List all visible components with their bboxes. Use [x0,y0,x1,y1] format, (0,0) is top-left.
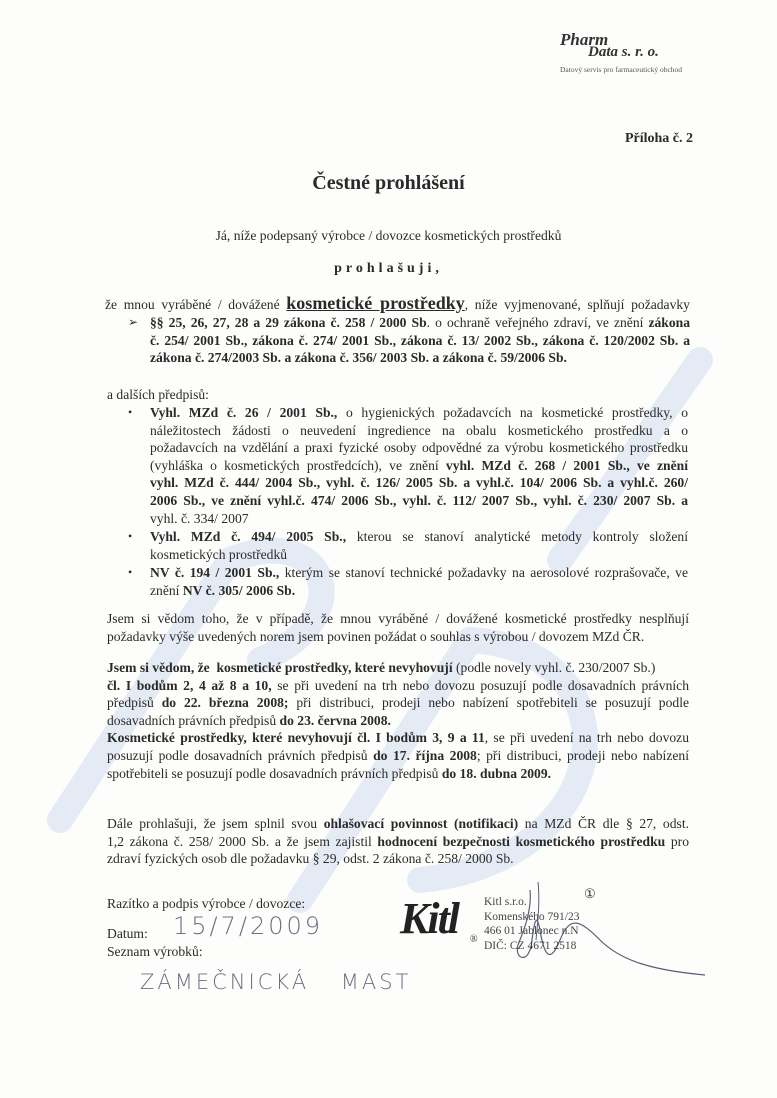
bold-text: vyhl. MZd č. 444/ 2004 Sb., vyhl. č. 126/ 2005 Sb. a vyhl.č. 104/ 2006 Sb. a vyhl.č. 260/ [150,475,688,491]
text: kterým se stanoví technické požadavky na aerosolové rozprašovače, ve [279,565,688,580]
bold-text: Vyhl. MZd č. 26 / 2001 Sb., [150,405,338,420]
text-line [107,628,689,646]
text: náležitostech žádosti o neuvedení ingredience na obalu kosmetického prostředku a o [150,422,688,438]
bold-text: vyhl. MZd č. 268 / 2001 Sb., ve znění [445,457,688,473]
registered-mark: ® [470,934,478,945]
text: spotřebiteli se posuzují podle dosavadních právních předpisů [107,765,442,781]
products-label: Seznam výrobků: [107,944,203,959]
stamp-line: Komenského 791/23 [484,910,580,923]
bold-text: kosmetické prostředky [286,293,465,313]
text-line [107,694,689,712]
bold-text: do 17. října 2008 [373,747,477,763]
bold-text: Kosmetické prostředky, které nevyhovují čl. I bodům 3, 9 a 11 [107,730,485,746]
text-line [107,610,689,628]
bold-text: ohlašovací povinnost (notifikaci) [323,816,519,831]
text: o hygienických požadavcích na kosmetické prostředky, o [337,405,689,420]
text-line [107,659,689,677]
text-line [107,677,689,695]
declare-text: prohlašuji, [334,261,443,276]
text-line [107,815,689,833]
products-value: ZÁMEČNICKÁ MAST [140,970,412,994]
stamp-line: Kitl s.r.o. [484,896,527,908]
document-title: Čestné prohlášení [312,172,465,194]
bold-text: do 22. března 2008; [161,695,289,711]
text: kterou se stanoví analytické metody kontroly složení [346,529,688,544]
bold-text: do 18. dubna 2009. [441,765,552,781]
company-stamp [400,886,600,955]
text-line [107,765,689,783]
text-line [150,582,688,600]
text: , se při uvedení na trh nebo dovozu [484,730,689,746]
text-line [150,492,688,510]
list-item [128,528,688,563]
arrow-bullet-icon: ➢ [128,315,139,329]
text-line [150,332,690,350]
bullet-icon: • [128,529,133,543]
text-line [150,564,688,582]
date-label: Datum: [107,926,148,941]
paragraph [107,386,407,404]
logo-line1: Pharm [560,30,609,49]
bold-text: NV č. 305/ 2006 Sb. [182,582,296,598]
text: Jsem si vědom toho, že v případě, že mnou vyráběné / dovážené kosmetické prostředky nesplňují [107,611,689,626]
text-line [150,546,688,564]
text: (podle novely vyhl. č. 230/2007 Sb.) [452,660,656,675]
text-line [150,474,688,492]
bold-text: hodnocení bezpečnosti kosmetického prostředku [377,833,666,849]
stamp-line: 466 01 Jablonec n.N [484,925,579,937]
text: , níže vyjmenované, splňují požadavky [464,297,690,312]
logo-tagline: Datový servis pro farmaceutický obchod [560,65,683,74]
text: předpisů [107,695,162,711]
bold-text: zákona č. 274/2003 Sb. a zákona č. 356/ 2003 Sb. a zákona č. 59/2006 Sb. [150,350,567,366]
stamp-logo: Kitl [400,894,459,943]
bold-text: Vyhl. MZd č. 494/ 2005 Sb., [150,529,347,544]
annex-label: Příloha č. 2 [624,131,693,146]
bullet-icon: • [128,565,133,579]
text: znění [150,582,183,598]
bold-text: Jsem si vědom, že kosmetické prostředky, které nevyhovují [107,660,453,675]
text: vyhl. č. 334/ 2007 [150,510,249,526]
circle-mark: ① [584,886,596,901]
text: . o ochraně veřejného zdraví, ve znění [426,315,649,330]
paragraph [107,815,689,868]
list-item [128,564,688,599]
stamp-line: DIČ: CZ 4671 2518 [484,939,577,952]
date-value: 15/7/2009 [173,912,324,940]
text-line [150,314,690,332]
logo-line2: Data s. r. o. [588,44,659,60]
text-line [107,386,407,404]
text-line [150,457,688,475]
text: při distribuci, prodeji nebo nabízení spotřebiteli se posuzují podle [288,695,689,711]
text: požadavcích na vzdělání a praxi fyzické osoby odpovědné za výrobu kosmetického prostředku [150,440,688,456]
paragraph [105,295,690,313]
text-line [107,747,689,765]
paragraph [107,659,689,782]
text: a dalších předpisů: [107,387,209,402]
text-line [105,295,690,313]
text: posuzují podle dosavadních právních předpisů [107,747,374,763]
bullet-icon: • [128,405,133,419]
stamp-label: Razítko a podpis výrobce / dovozce: [107,896,306,911]
text: ; při distribuci, prodeji nebo nabízení [476,747,689,763]
text: zdraví fyzických osob dle požadavku § 29, odst. 2 zákona č. 258/ 2000 Sb. [107,851,514,867]
text: (vyhláška o kosmetických prostředcích), ve znění [150,457,446,473]
pharmdata-logo [560,30,710,74]
text-line [150,349,690,367]
text: 1,2 zákona č. 258/ 2000 Sb. a že jsem zajistil [107,833,378,849]
text-line [150,439,688,457]
text-line [150,510,688,528]
bold-text: zákona [648,315,690,330]
text-line [107,833,689,851]
paragraph [107,610,689,645]
text: kosmetických prostředků [150,546,288,562]
text-line [150,404,688,422]
text-line [107,850,689,868]
text: dosavadních právních předpisů [107,712,280,728]
text-line [150,528,688,546]
text-line [150,422,688,440]
bold-text: 2006 Sb., ve znění vyhl.č. 474/ 2006 Sb., vyhl. č. 112/ 2007 Sb., vyhl. č. 230/ 2007 Sb. a [150,492,688,508]
text: pro [665,833,689,849]
bold-text: č. 254/ 2001 Sb., zákona č. 274/ 2001 Sb., zákona č. 13/ 2002 Sb., zákona č. 120/2002 Sb. a [150,332,690,348]
text: že mnou vyráběné / dovážené [105,297,287,312]
bold-text: čl. I bodům 2, 4 až 8 a 10, [107,677,272,693]
bold-text: §§ 25, 26, 27, 28 a 29 zákona č. 258 / 2000 Sb [150,315,427,330]
list-item [128,404,689,527]
list-item [128,314,690,367]
text: Dále prohlašuji, že jsem splnil svou [107,816,324,831]
text-line [107,729,689,747]
bold-text: do 23. června 2008. [279,712,391,728]
intro-text: Já, níže podepsaný výrobce / dovozce kosmetických prostředků [215,228,562,243]
text: požadavky výše uvedených norem jsem povinen požádat o souhlas s výrobou / dovozem MZd ČR. [107,628,645,644]
text: na MZd ČR dle § 27, odst. [518,816,689,831]
bold-text: NV č. 194 / 2001 Sb., [150,565,280,580]
text-line [107,712,689,730]
text: se při uvedení na trh nebo dovozu posuzují podle dosavadních právních [271,677,690,693]
